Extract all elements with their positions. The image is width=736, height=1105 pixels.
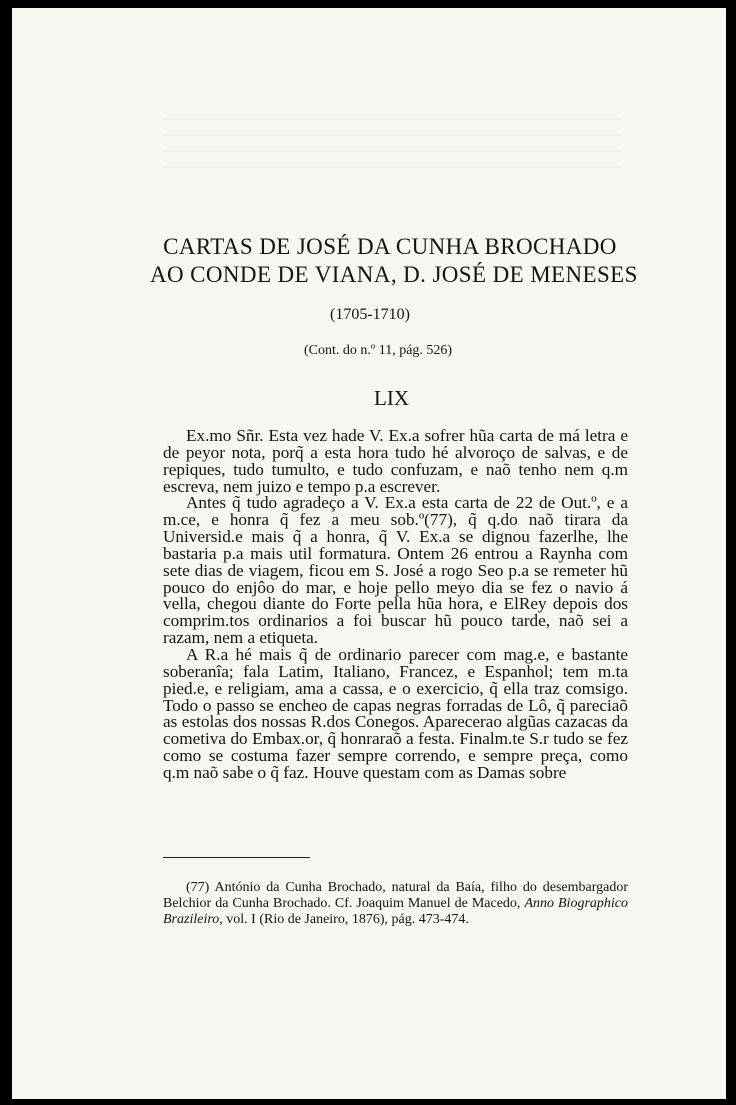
footnote-text-part-2: , vol. I (Rio de Janeiro, 1876), pág. 473-474. bbox=[219, 912, 469, 927]
footnote-book-title: Anno Biographico Brazileiro bbox=[163, 896, 629, 927]
title-line-2: AO CONDE DE VIANA, D. JOSÉ DE MENESES bbox=[150, 262, 638, 287]
letter-number: LIX bbox=[374, 386, 409, 410]
scan-border-top bbox=[0, 0, 736, 8]
title-line-1: CARTAS DE JOSÉ DA CUNHA BROCHADO bbox=[163, 234, 617, 259]
paragraph: A R.a hé mais q̃ de ordinario parecer com mag.e, e bastante soberanîa; fala Latim, Italiano, Francez, e Espanhol; tem m.ta pied.e, e religiam, ama a cassa, e o exercicio, q̃ ella traz comsigo. Todo o passo se encheo de capas negras forradas de Lô, q̃ pareciaõ as estolas dos nossas R.dos Conegos. Aparecerao algũas cazacas da cometiva do Embax.or, q̃ honraraõ a festa. Finalm.te S.r tudo se fez como se costuma fazer sempre correndo, e sempre preça, como q.m naõ sabe o q̃ faz. Houve questam com as Damas sobre bbox=[163, 644, 628, 782]
date-range: (1705-1710) bbox=[330, 306, 410, 323]
footnote bbox=[163, 880, 628, 928]
footnote-text bbox=[163, 880, 628, 928]
letter-body bbox=[163, 428, 628, 782]
paragraph: Antes q̃ tudo agradeço a V. Ex.a esta carta de 22 de Out.º, e a m.ce, e honra q̃ fez a meu sob.º(77), q̃ q.do naõ tirara da Universid.e mais q̃ a honra, q̃ V. Ex.a se dignou fazerlhe, lhe bastaria p.a mais util formatura. Ontem 26 entrou a Raynha com sete dias de viagem, ficou em S. José a rogo Seo p.a se remeter hũ pouco do enjôo do mar, e hoje pello meyo dia se fez o navio á vella, chegou diante do Forte pella hũa hora, e ElRey depois dos comprim.tos ordinarios a foi buscar hũ pouco tarde, naõ sei a razam, nem a etiqueta. bbox=[163, 493, 628, 648]
paragraph: Ex.mo Sñr. Esta vez hade V. Ex.a sofrer hũa carta de má letra e de peyor nota, porq̃ a esta hora tudo hé alvoroço de salvas, e de repiques, tudo tumulto, e tudo confuzam, e naõ tenho nem q.m escreva, nem juizo e tempo p.a escrever. bbox=[163, 426, 628, 496]
footnote-text-part-1: António da Cunha Brochado, natural da Baía, filho do desembargador Belchior da Cunha Brochado. Cf. Joaquim Manuel de Macedo, bbox=[163, 880, 628, 911]
bleed-through-shade bbox=[162, 118, 622, 168]
footnote-divider bbox=[163, 857, 310, 858]
scan-border-left bbox=[0, 0, 12, 1105]
scan-border-bottom bbox=[0, 1099, 736, 1105]
footnote-number: (77) bbox=[186, 880, 210, 895]
continuation-note: (Cont. do n.º 11, pág. 526) bbox=[304, 343, 453, 358]
scan-border-right bbox=[726, 0, 736, 1105]
